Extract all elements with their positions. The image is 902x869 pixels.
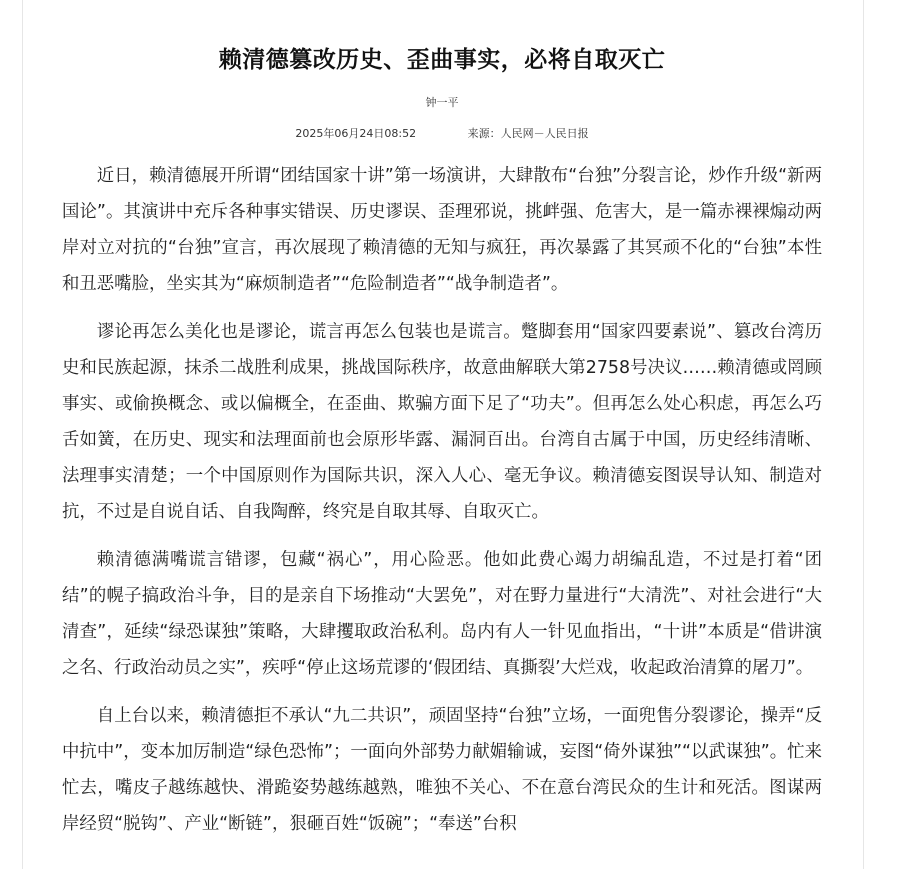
publish-date: 2025年06月24日08:52	[295, 127, 417, 140]
article-body	[62, 158, 822, 842]
article-meta	[62, 126, 822, 142]
paragraph-3: 赖清德满嘴谎言错谬，包藏“祸心”，用心险恶。他如此费心竭力胡编乱造，不过是打着“团结”的幌子搞政治斗争，目的是亲自下场推动“大罢免”，对在野力量进行“大清洗”、对社会进行“大清查”，延续“绿恐谋独”策略，大肆攫取政治私利。岛内有人一针见血指出，“十讲”本质是“借讲演之名、行政治动员之实”，疾呼“停止这场荒谬的‘假团结、真撕裂’大烂戏，收起政治清算的屠刀”。	[62, 550, 822, 678]
paragraph-1: 近日，赖清德展开所谓“团结国家十讲”第一场演讲，大肆散布“台独”分裂言论，炒作升级“新两国论”。其演讲中充斥各种事实错误、历史谬误、歪理邪说，挑衅强、危害大，是一篇赤裸裸煽动两岸对立对抗的“台独”宣言，再次展现了赖清德的无知与疯狂，再次暴露了其冥顽不化的“台独”本性和丑恶嘴脸，坐实其为“麻烦制造者”“危险制造者”“战争制造者”。	[62, 166, 822, 294]
article-author: 钟一平	[425, 96, 459, 109]
article-source: 来源：人民网－人民日报	[467, 127, 589, 140]
paragraph-4: 自上台以来，赖清德拒不承认“九二共识”，顽固坚持“台独”立场，一面兜售分裂谬论，操弄“反中抗中”，变本加厉制造“绿色恐怖”；一面向外部势力献媚输诚，妄图“倚外谋独”“以武谋独”。忙来忙去，嘴皮子越练越快、滑跪姿势越练越熟，唯独不关心、不在意台湾民众的生计和死活。图谋两岸经贸“脱钩”、产业“断链”，狠砸百姓“饭碗”；“奉送”台积	[62, 706, 822, 834]
paragraph-2: 谬论再怎么美化也是谬论，谎言再怎么包装也是谎言。蹩脚套用“国家四要素说”、篡改台湾历史和民族起源，抹杀二战胜利成果，挑战国际秩序，故意曲解联大第2758号决议……赖清德或罔顾事实、或偷换概念、或以偏概全，在歪曲、欺骗方面下足了“功夫”。但再怎么处心积虑，再怎么巧舌如簧，在历史、现实和法理面前也会原形毕露、漏洞百出。台湾自古属于中国，历史经纬清晰、法理事实清楚；一个中国原则作为国际共识，深入人心、毫无争议。赖清德妄图误导认知、制造对抗，不过是自说自话、自我陶醉，终究是自取其辱、自取灭亡。	[62, 322, 822, 522]
article	[62, 0, 822, 854]
article-title: 赖清德篡改历史、歪曲事实，必将自取灭亡	[218, 47, 666, 73]
